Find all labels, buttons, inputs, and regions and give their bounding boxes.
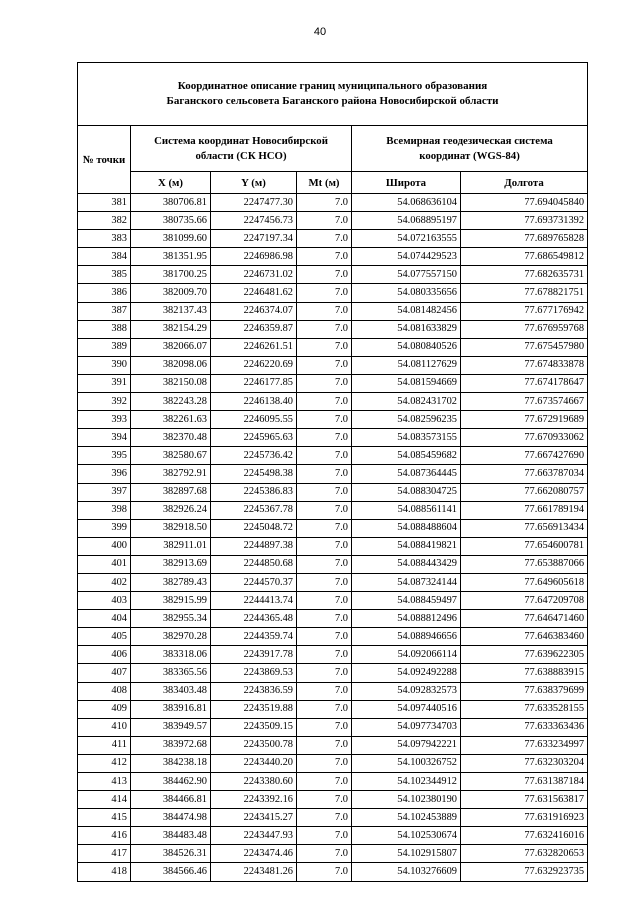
latitude-cell: 54.077557150 [352, 266, 461, 284]
table-row [78, 374, 588, 392]
table-row [78, 338, 588, 356]
header-mt: Mt (м) [297, 172, 352, 194]
y-cell: 2247477.30 [211, 194, 297, 212]
longitude-cell: 77.631916923 [461, 809, 588, 827]
x-cell: 382137.43 [131, 302, 211, 320]
y-cell: 2243509.15 [211, 718, 297, 736]
x-cell: 380735.66 [131, 212, 211, 230]
y-cell: 2243869.53 [211, 664, 297, 682]
y-cell: 2243500.78 [211, 736, 297, 754]
mt-cell: 7.0 [297, 230, 352, 248]
table-row [78, 393, 588, 411]
point-number-cell: 416 [78, 827, 131, 845]
latitude-cell: 54.088946656 [352, 628, 461, 646]
document-title [78, 63, 588, 126]
longitude-cell: 77.677176942 [461, 302, 588, 320]
longitude-cell: 77.674178647 [461, 374, 588, 392]
latitude-cell: 54.088488604 [352, 519, 461, 537]
point-number-cell: 410 [78, 718, 131, 736]
title-line-1: Координатное описание границ муниципального образования [177, 80, 488, 92]
latitude-cell: 54.072163555 [352, 230, 461, 248]
table-row [78, 700, 588, 718]
point-number-cell: 412 [78, 754, 131, 772]
table-row [78, 212, 588, 230]
longitude-cell: 77.676959768 [461, 320, 588, 338]
header-local-system-line-2: области (СК НСО) [195, 149, 287, 162]
latitude-cell: 54.103276609 [352, 863, 461, 881]
point-number-cell: 413 [78, 773, 131, 791]
x-cell: 382580.67 [131, 447, 211, 465]
table-row [78, 682, 588, 700]
longitude-cell: 77.678821751 [461, 284, 588, 302]
y-cell: 2243917.78 [211, 646, 297, 664]
longitude-cell: 77.633528155 [461, 700, 588, 718]
mt-cell: 7.0 [297, 411, 352, 429]
latitude-cell: 54.085459682 [352, 447, 461, 465]
mt-cell: 7.0 [297, 628, 352, 646]
point-number-cell: 397 [78, 483, 131, 501]
x-cell: 384466.81 [131, 791, 211, 809]
x-cell: 384238.18 [131, 754, 211, 772]
point-number-cell: 400 [78, 537, 131, 555]
x-cell: 382918.50 [131, 519, 211, 537]
table-row [78, 664, 588, 682]
table-row [78, 628, 588, 646]
mt-cell: 7.0 [297, 791, 352, 809]
x-cell: 384474.98 [131, 809, 211, 827]
table-row [78, 809, 588, 827]
y-cell: 2246359.87 [211, 320, 297, 338]
table-row [78, 718, 588, 736]
y-cell: 2244413.74 [211, 592, 297, 610]
point-number-cell: 398 [78, 501, 131, 519]
mt-cell: 7.0 [297, 555, 352, 573]
x-cell: 381099.60 [131, 230, 211, 248]
y-cell: 2243836.59 [211, 682, 297, 700]
mt-cell: 7.0 [297, 374, 352, 392]
coordinates-table [77, 62, 588, 882]
latitude-cell: 54.102530674 [352, 827, 461, 845]
mt-cell: 7.0 [297, 266, 352, 284]
header-longitude: Долгота [461, 172, 588, 194]
x-cell: 382098.06 [131, 356, 211, 374]
latitude-cell: 54.068895197 [352, 212, 461, 230]
longitude-cell: 77.647209708 [461, 592, 588, 610]
x-cell: 383972.68 [131, 736, 211, 754]
point-number-cell: 390 [78, 356, 131, 374]
y-cell: 2246481.62 [211, 284, 297, 302]
table-row [78, 519, 588, 537]
x-cell: 384462.90 [131, 773, 211, 791]
point-number-cell: 381 [78, 194, 131, 212]
mt-cell: 7.0 [297, 519, 352, 537]
x-cell: 382370.48 [131, 429, 211, 447]
point-number-cell: 414 [78, 791, 131, 809]
y-cell: 2246731.02 [211, 266, 297, 284]
mt-cell: 7.0 [297, 429, 352, 447]
point-number-cell: 392 [78, 393, 131, 411]
table-row [78, 791, 588, 809]
y-cell: 2244365.48 [211, 610, 297, 628]
point-number-cell: 411 [78, 736, 131, 754]
longitude-cell: 77.656913434 [461, 519, 588, 537]
y-cell: 2246177.85 [211, 374, 297, 392]
point-number-cell: 386 [78, 284, 131, 302]
x-cell: 382897.68 [131, 483, 211, 501]
point-number-cell: 384 [78, 248, 131, 266]
longitude-cell: 77.670933062 [461, 429, 588, 447]
latitude-cell: 54.088443429 [352, 555, 461, 573]
latitude-cell: 54.097440516 [352, 700, 461, 718]
latitude-cell: 54.088561141 [352, 501, 461, 519]
y-cell: 2245048.72 [211, 519, 297, 537]
latitude-cell: 54.097734703 [352, 718, 461, 736]
x-cell: 382970.28 [131, 628, 211, 646]
y-cell: 2245498.38 [211, 465, 297, 483]
point-number-cell: 383 [78, 230, 131, 248]
latitude-cell: 54.088812496 [352, 610, 461, 628]
longitude-cell: 77.661789194 [461, 501, 588, 519]
table-row [78, 483, 588, 501]
y-cell: 2243481.26 [211, 863, 297, 881]
y-cell: 2243474.46 [211, 845, 297, 863]
table-row [78, 592, 588, 610]
table-row [78, 736, 588, 754]
longitude-cell: 77.638883915 [461, 664, 588, 682]
latitude-cell: 54.100326752 [352, 754, 461, 772]
latitude-cell: 54.092832573 [352, 682, 461, 700]
y-cell: 2243380.60 [211, 773, 297, 791]
mt-cell: 7.0 [297, 809, 352, 827]
latitude-cell: 54.102344912 [352, 773, 461, 791]
y-cell: 2243440.20 [211, 754, 297, 772]
longitude-cell: 77.633234997 [461, 736, 588, 754]
mt-cell: 7.0 [297, 356, 352, 374]
y-cell: 2243447.93 [211, 827, 297, 845]
longitude-cell: 77.632923735 [461, 863, 588, 881]
header-x: X (м) [131, 172, 211, 194]
x-cell: 383365.56 [131, 664, 211, 682]
mt-cell: 7.0 [297, 610, 352, 628]
mt-cell: 7.0 [297, 302, 352, 320]
table-body [78, 194, 588, 882]
point-number-cell: 393 [78, 411, 131, 429]
table-row [78, 646, 588, 664]
y-cell: 2244359.74 [211, 628, 297, 646]
latitude-cell: 54.088419821 [352, 537, 461, 555]
y-cell: 2247456.73 [211, 212, 297, 230]
y-cell: 2245367.78 [211, 501, 297, 519]
x-cell: 383403.48 [131, 682, 211, 700]
mt-cell: 7.0 [297, 718, 352, 736]
y-cell: 2246220.69 [211, 356, 297, 374]
x-cell: 382009.70 [131, 284, 211, 302]
point-number-cell: 382 [78, 212, 131, 230]
mt-cell: 7.0 [297, 592, 352, 610]
latitude-cell: 54.082431702 [352, 393, 461, 411]
x-cell: 382154.29 [131, 320, 211, 338]
y-cell: 2244570.37 [211, 573, 297, 591]
point-number-cell: 403 [78, 592, 131, 610]
latitude-cell: 54.081482456 [352, 302, 461, 320]
longitude-cell: 77.694045840 [461, 194, 588, 212]
point-number-cell: 396 [78, 465, 131, 483]
longitude-cell: 77.663787034 [461, 465, 588, 483]
latitude-cell: 54.102380190 [352, 791, 461, 809]
longitude-cell: 77.689765828 [461, 230, 588, 248]
header-wgs-system-line-2: координат (WGS-84) [419, 149, 520, 162]
header-point-no: № точки [78, 126, 131, 194]
mt-cell: 7.0 [297, 320, 352, 338]
point-number-cell: 418 [78, 863, 131, 881]
x-cell: 381700.25 [131, 266, 211, 284]
point-number-cell: 395 [78, 447, 131, 465]
mt-cell: 7.0 [297, 827, 352, 845]
longitude-cell: 77.653887066 [461, 555, 588, 573]
mt-cell: 7.0 [297, 483, 352, 501]
mt-cell: 7.0 [297, 248, 352, 266]
table-row [78, 194, 588, 212]
mt-cell: 7.0 [297, 393, 352, 411]
header-y: Y (м) [211, 172, 297, 194]
longitude-cell: 77.675457980 [461, 338, 588, 356]
x-cell: 382955.34 [131, 610, 211, 628]
latitude-cell: 54.087364445 [352, 465, 461, 483]
x-cell: 382913.69 [131, 555, 211, 573]
x-cell: 382066.07 [131, 338, 211, 356]
x-cell: 382261.63 [131, 411, 211, 429]
point-number-cell: 417 [78, 845, 131, 863]
longitude-cell: 77.631387184 [461, 773, 588, 791]
longitude-cell: 77.639622305 [461, 646, 588, 664]
latitude-cell: 54.092066114 [352, 646, 461, 664]
point-number-cell: 409 [78, 700, 131, 718]
table-row [78, 429, 588, 447]
x-cell: 383916.81 [131, 700, 211, 718]
point-number-cell: 394 [78, 429, 131, 447]
page-number: 40 [313, 26, 327, 38]
x-cell: 382926.24 [131, 501, 211, 519]
latitude-cell: 54.097942221 [352, 736, 461, 754]
y-cell: 2246095.55 [211, 411, 297, 429]
latitude-cell: 54.081633829 [352, 320, 461, 338]
x-cell: 384526.31 [131, 845, 211, 863]
longitude-cell: 77.654600781 [461, 537, 588, 555]
table-row [78, 555, 588, 573]
longitude-cell: 77.667427690 [461, 447, 588, 465]
x-cell: 382150.08 [131, 374, 211, 392]
mt-cell: 7.0 [297, 212, 352, 230]
x-cell: 381351.95 [131, 248, 211, 266]
mt-cell: 7.0 [297, 863, 352, 881]
latitude-cell: 54.102453889 [352, 809, 461, 827]
point-number-cell: 407 [78, 664, 131, 682]
point-number-cell: 408 [78, 682, 131, 700]
x-cell: 380706.81 [131, 194, 211, 212]
y-cell: 2246261.51 [211, 338, 297, 356]
mt-cell: 7.0 [297, 700, 352, 718]
table-row [78, 573, 588, 591]
y-cell: 2244897.38 [211, 537, 297, 555]
point-number-cell: 405 [78, 628, 131, 646]
latitude-cell: 54.092492288 [352, 664, 461, 682]
point-number-cell: 385 [78, 266, 131, 284]
point-number-cell: 404 [78, 610, 131, 628]
table-row [78, 773, 588, 791]
x-cell: 384566.46 [131, 863, 211, 881]
latitude-cell: 54.074429523 [352, 248, 461, 266]
latitude-cell: 54.081594669 [352, 374, 461, 392]
longitude-cell: 77.672919689 [461, 411, 588, 429]
mt-cell: 7.0 [297, 465, 352, 483]
x-cell: 384483.48 [131, 827, 211, 845]
y-cell: 2243392.16 [211, 791, 297, 809]
point-number-cell: 399 [78, 519, 131, 537]
x-cell: 382243.28 [131, 393, 211, 411]
header-latitude: Широта [352, 172, 461, 194]
point-number-cell: 401 [78, 555, 131, 573]
header-wgs-system [352, 126, 588, 172]
longitude-cell: 77.632303204 [461, 754, 588, 772]
table-row [78, 827, 588, 845]
y-cell: 2245736.42 [211, 447, 297, 465]
point-number-cell: 415 [78, 809, 131, 827]
longitude-cell: 77.633363436 [461, 718, 588, 736]
mt-cell: 7.0 [297, 537, 352, 555]
y-cell: 2245386.83 [211, 483, 297, 501]
longitude-cell: 77.632416016 [461, 827, 588, 845]
latitude-cell: 54.080335656 [352, 284, 461, 302]
longitude-cell: 77.638379699 [461, 682, 588, 700]
point-number-cell: 389 [78, 338, 131, 356]
x-cell: 382915.99 [131, 592, 211, 610]
y-cell: 2246138.40 [211, 393, 297, 411]
point-number-cell: 391 [78, 374, 131, 392]
mt-cell: 7.0 [297, 845, 352, 863]
y-cell: 2244850.68 [211, 555, 297, 573]
longitude-cell: 77.686549812 [461, 248, 588, 266]
longitude-cell: 77.682635731 [461, 266, 588, 284]
header-local-system [131, 126, 352, 172]
header-local-system-line-1: Система координат Новосибирской [154, 134, 328, 147]
y-cell: 2246986.98 [211, 248, 297, 266]
mt-cell: 7.0 [297, 573, 352, 591]
table-row [78, 284, 588, 302]
longitude-cell: 77.631563817 [461, 791, 588, 809]
mt-cell: 7.0 [297, 664, 352, 682]
mt-cell: 7.0 [297, 773, 352, 791]
latitude-cell: 54.087324144 [352, 573, 461, 591]
table-row [78, 356, 588, 374]
y-cell: 2246374.07 [211, 302, 297, 320]
latitude-cell: 54.088304725 [352, 483, 461, 501]
table-row [78, 501, 588, 519]
latitude-cell: 54.080840526 [352, 338, 461, 356]
longitude-cell: 77.646383460 [461, 628, 588, 646]
point-number-cell: 387 [78, 302, 131, 320]
table-row [78, 447, 588, 465]
longitude-cell: 77.646471460 [461, 610, 588, 628]
table-row [78, 302, 588, 320]
table-row [78, 266, 588, 284]
y-cell: 2247197.34 [211, 230, 297, 248]
mt-cell: 7.0 [297, 754, 352, 772]
table-row [78, 411, 588, 429]
y-cell: 2245965.63 [211, 429, 297, 447]
longitude-cell: 77.693731392 [461, 212, 588, 230]
latitude-cell: 54.082596235 [352, 411, 461, 429]
header-wgs-system-line-1: Всемирная геодезическая система [386, 134, 553, 147]
x-cell: 382792.91 [131, 465, 211, 483]
title-line-2: Баганского сельсовета Баганского района Новосибирской области [166, 95, 499, 107]
mt-cell: 7.0 [297, 646, 352, 664]
table-row [78, 845, 588, 863]
mt-cell: 7.0 [297, 194, 352, 212]
y-cell: 2243415.27 [211, 809, 297, 827]
latitude-cell: 54.081127629 [352, 356, 461, 374]
point-number-cell: 388 [78, 320, 131, 338]
longitude-cell: 77.632820653 [461, 845, 588, 863]
mt-cell: 7.0 [297, 736, 352, 754]
table-row [78, 230, 588, 248]
x-cell: 383318.06 [131, 646, 211, 664]
mt-cell: 7.0 [297, 501, 352, 519]
table-row [78, 537, 588, 555]
longitude-cell: 77.662080757 [461, 483, 588, 501]
point-number-cell: 406 [78, 646, 131, 664]
latitude-cell: 54.083573155 [352, 429, 461, 447]
longitude-cell: 77.649605618 [461, 573, 588, 591]
mt-cell: 7.0 [297, 682, 352, 700]
table-row [78, 610, 588, 628]
x-cell: 382789.43 [131, 573, 211, 591]
table-row [78, 754, 588, 772]
latitude-cell: 54.068636104 [352, 194, 461, 212]
mt-cell: 7.0 [297, 284, 352, 302]
x-cell: 382911.01 [131, 537, 211, 555]
table-row [78, 248, 588, 266]
latitude-cell: 54.102915807 [352, 845, 461, 863]
longitude-cell: 77.673574667 [461, 393, 588, 411]
point-number-cell: 402 [78, 573, 131, 591]
latitude-cell: 54.088459497 [352, 592, 461, 610]
x-cell: 383949.57 [131, 718, 211, 736]
longitude-cell: 77.674833878 [461, 356, 588, 374]
table-row [78, 465, 588, 483]
table-row [78, 320, 588, 338]
mt-cell: 7.0 [297, 338, 352, 356]
mt-cell: 7.0 [297, 447, 352, 465]
table-row [78, 863, 588, 881]
y-cell: 2243519.88 [211, 700, 297, 718]
